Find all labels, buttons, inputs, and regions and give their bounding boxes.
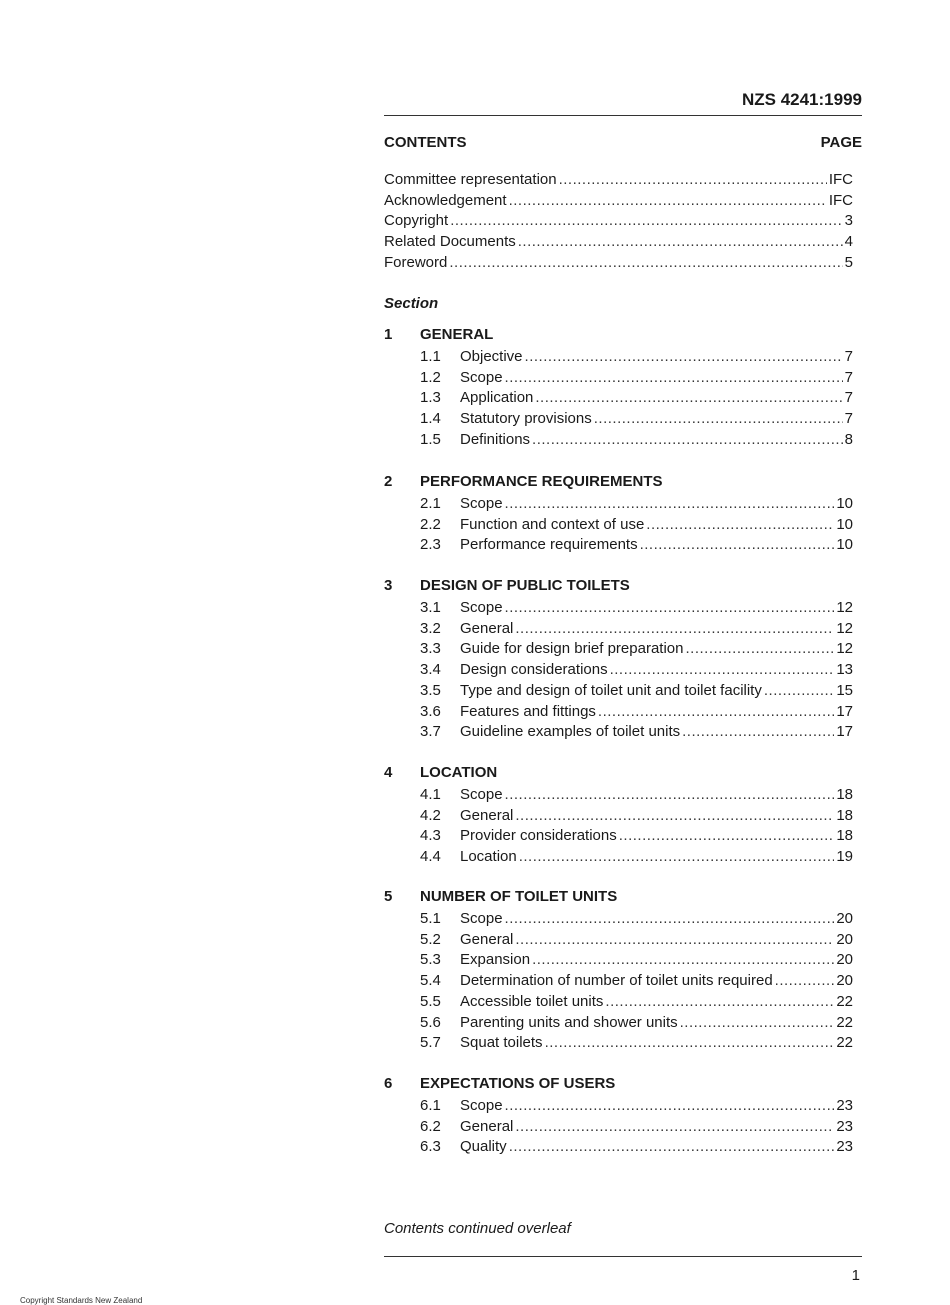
toc-entry-title: Scope <box>460 368 503 386</box>
dot-leader <box>619 826 835 846</box>
toc-entry <box>460 971 853 991</box>
toc-entry-title: General <box>460 619 514 637</box>
toc-entry <box>384 170 853 190</box>
toc-entry-page: 7 <box>844 410 853 428</box>
toc-entry <box>460 702 853 722</box>
toc-entry-page: 15 <box>836 681 853 699</box>
toc-entry-title: Type and design of toilet unit and toilet facility <box>460 681 762 699</box>
subsection-number: 3.6 <box>420 702 441 720</box>
dot-leader <box>532 950 834 970</box>
subsection-number: 3.1 <box>420 599 441 616</box>
toc-entry-page: 8 <box>844 430 853 448</box>
toc-entry-title: General <box>460 930 514 948</box>
dot-leader <box>509 1137 835 1157</box>
toc-entry-page: IFC <box>828 171 853 188</box>
toc-entry <box>384 191 853 211</box>
toc-entry-title: Statutory provisions <box>460 410 592 428</box>
contents-title: CONTENTS <box>384 134 467 151</box>
dot-leader <box>640 535 835 555</box>
toc-entry-title: Scope <box>460 786 503 803</box>
page-number: 1 <box>851 1267 860 1284</box>
dot-leader <box>598 702 834 722</box>
toc-entry-page: 19 <box>836 848 853 866</box>
toc-entry <box>460 847 853 867</box>
toc-entry-page: 18 <box>836 806 853 824</box>
subsection-number: 3.4 <box>420 661 441 679</box>
toc-entry-title: Guide for design brief preparation <box>460 640 684 658</box>
toc-entry-page: 10 <box>836 515 853 533</box>
toc-entry <box>460 722 853 742</box>
dot-leader <box>505 494 835 514</box>
toc-entry-page: 20 <box>836 930 853 948</box>
toc-entry <box>460 1096 853 1116</box>
subsection-number: 1.4 <box>420 410 441 428</box>
dot-leader <box>505 598 835 618</box>
toc-entry-page: 12 <box>836 599 853 616</box>
toc-entry-page: 22 <box>836 1013 853 1031</box>
dot-leader <box>505 368 843 388</box>
toc-entry <box>460 992 853 1012</box>
toc-entry <box>460 535 853 555</box>
toc-entry <box>460 826 853 846</box>
toc-entry-page: 22 <box>836 1034 853 1052</box>
dot-leader <box>532 430 843 450</box>
toc-entry-title: Scope <box>460 599 503 616</box>
section-number: 5 <box>384 888 393 905</box>
dot-leader <box>450 211 842 231</box>
toc-entry-page: 7 <box>844 348 853 365</box>
toc-entry-page: 22 <box>836 992 853 1010</box>
toc-entry-page: 13 <box>836 661 853 679</box>
dot-leader <box>535 388 842 408</box>
toc-entry-title: Location <box>460 848 517 866</box>
toc-entry-page: 7 <box>844 368 853 386</box>
dot-leader <box>605 992 834 1012</box>
subsection-number: 4.1 <box>420 786 441 803</box>
toc-entry <box>460 347 853 367</box>
toc-entry <box>384 253 853 273</box>
subsection-number: 3.7 <box>420 723 441 741</box>
subsection-number: 6.2 <box>420 1117 441 1135</box>
toc-entry-title: Performance requirements <box>460 536 638 554</box>
toc-entry-page: 20 <box>836 972 853 990</box>
toc-entry-title: Squat toilets <box>460 1034 543 1052</box>
toc-entry-page: 23 <box>836 1117 853 1135</box>
section-title: LOCATION <box>420 764 498 781</box>
subsection-number: 4.3 <box>420 827 441 845</box>
toc-entry-title: Function and context of use <box>460 515 645 533</box>
toc-entry-page: 20 <box>836 910 853 927</box>
contents-heading <box>384 134 862 151</box>
dot-leader <box>505 1096 835 1116</box>
subsection-number: 4.2 <box>420 806 441 824</box>
subsection-number: 1.1 <box>420 348 441 365</box>
section-title: PERFORMANCE REQUIREMENTS <box>420 473 663 490</box>
toc-entry <box>460 368 853 388</box>
dot-leader <box>646 515 834 535</box>
dot-leader <box>559 170 827 190</box>
toc-entry-page: 17 <box>836 723 853 741</box>
subsection-number: 3.5 <box>420 681 441 699</box>
toc-entry-title: Quality <box>460 1138 507 1156</box>
dot-leader <box>449 253 842 273</box>
subsection-number: 3.2 <box>420 619 441 637</box>
toc-entry-page: 5 <box>844 253 853 271</box>
toc-entry <box>460 660 853 680</box>
dot-leader <box>509 191 827 211</box>
contents-continued-note: Contents continued overleaf <box>384 1220 571 1237</box>
toc-entry-title: General <box>460 806 514 824</box>
toc-entry <box>460 639 853 659</box>
dot-leader <box>682 722 834 742</box>
toc-entry-title: Foreword <box>384 253 448 271</box>
dot-leader <box>685 639 834 659</box>
dot-leader <box>505 909 835 929</box>
toc-entry-title: Scope <box>460 1097 503 1114</box>
copyright-note: Copyright Standards New Zealand <box>20 1296 143 1305</box>
dot-leader <box>515 1117 834 1137</box>
toc-entry-page: 23 <box>836 1138 853 1156</box>
toc-entry <box>460 388 853 408</box>
subsection-number: 2.2 <box>420 515 441 533</box>
dot-leader <box>610 660 835 680</box>
subsection-number: 5.3 <box>420 951 441 969</box>
subsection-number: 1.5 <box>420 430 441 448</box>
toc-entry <box>460 909 853 929</box>
toc-entry <box>460 1137 853 1157</box>
section-title: GENERAL <box>420 326 494 343</box>
toc-entry-page: 23 <box>836 1097 853 1114</box>
section-title: EXPECTATIONS OF USERS <box>420 1075 616 1092</box>
subsection-number: 1.2 <box>420 368 441 386</box>
dot-leader <box>505 785 835 805</box>
toc-entry-title: Objective <box>460 348 523 365</box>
toc-entry-page: 20 <box>836 951 853 969</box>
toc-entry-page: 12 <box>836 619 853 637</box>
toc-entry-title: General <box>460 1117 514 1135</box>
dot-leader <box>680 1013 835 1033</box>
section-number: 6 <box>384 1075 393 1092</box>
dot-leader <box>545 1033 835 1053</box>
toc-entry-page: 7 <box>844 389 853 407</box>
toc-entry-title: Design considerations <box>460 661 608 679</box>
toc-entry <box>460 785 853 805</box>
toc-entry <box>460 430 853 450</box>
section-title: NUMBER OF TOILET UNITS <box>420 888 618 905</box>
page-column-label: PAGE <box>820 134 862 151</box>
toc-entry-page: IFC <box>828 191 853 209</box>
dot-leader <box>764 681 834 701</box>
section-number: 1 <box>384 326 393 343</box>
toc-entry <box>460 1013 853 1033</box>
toc-entry <box>460 1033 853 1053</box>
toc-entry-title: Accessible toilet units <box>460 992 604 1010</box>
dot-leader <box>594 409 843 429</box>
toc-entry <box>460 806 853 826</box>
toc-entry-title: Expansion <box>460 951 531 969</box>
subsection-number: 5.4 <box>420 972 441 990</box>
dot-leader <box>515 930 834 950</box>
toc-entry-page: 12 <box>836 640 853 658</box>
section-number: 2 <box>384 473 393 490</box>
subsection-number: 6.1 <box>420 1097 441 1114</box>
toc-entry <box>460 681 853 701</box>
dot-leader <box>775 971 835 991</box>
toc-entry <box>384 232 853 252</box>
section-number: 4 <box>384 764 393 781</box>
toc-entry-title: Related Documents <box>384 233 516 251</box>
toc-entry <box>460 950 853 970</box>
toc-entry-title: Committee representation <box>384 171 557 188</box>
section-number: 3 <box>384 577 393 594</box>
footer-rule <box>384 1256 862 1257</box>
subsection-number: 6.3 <box>420 1138 441 1156</box>
toc-entry-page: 10 <box>836 536 853 554</box>
toc-entry-title: Scope <box>460 495 503 512</box>
toc-entry <box>384 211 853 231</box>
toc-entry <box>460 619 853 639</box>
standard-code: NZS 4241:1999 <box>741 90 862 109</box>
section-title: DESIGN OF PUBLIC TOILETS <box>420 577 630 594</box>
subsection-number: 2.3 <box>420 536 441 554</box>
toc-entry <box>460 930 853 950</box>
toc-entry-page: 18 <box>836 786 853 803</box>
subsection-number: 5.5 <box>420 992 441 1010</box>
section-label: Section <box>384 295 439 312</box>
toc-entry-title: Application <box>460 389 534 407</box>
toc-entry-title: Determination of number of toilet units required <box>460 972 773 990</box>
subsection-number: 5.6 <box>420 1013 441 1031</box>
dot-leader <box>515 806 834 826</box>
toc-entry-title: Parenting units and shower units <box>460 1013 678 1031</box>
toc-entry-page: 4 <box>844 233 853 251</box>
toc-entry-title: Features and fittings <box>460 702 596 720</box>
subsection-number: 2.1 <box>420 495 441 512</box>
toc-entry-page: 17 <box>836 702 853 720</box>
subsection-number: 1.3 <box>420 389 441 407</box>
dot-leader <box>519 847 835 867</box>
toc-entry-page: 3 <box>844 212 853 230</box>
toc-entry <box>460 409 853 429</box>
toc-entry <box>460 1117 853 1137</box>
dot-leader <box>525 347 843 367</box>
toc-entry <box>460 515 853 535</box>
toc-entry-title: Provider considerations <box>460 827 617 845</box>
toc-entry <box>460 494 853 514</box>
toc-entry-title: Definitions <box>460 430 531 448</box>
subsection-number: 5.7 <box>420 1034 441 1052</box>
toc-entry-page: 10 <box>836 495 853 512</box>
subsection-number: 4.4 <box>420 848 441 866</box>
header-rule <box>384 115 862 116</box>
subsection-number: 5.2 <box>420 930 441 948</box>
subsection-number: 3.3 <box>420 640 441 658</box>
toc-entry <box>460 598 853 618</box>
toc-entry-page: 18 <box>836 827 853 845</box>
toc-entry-title: Scope <box>460 910 503 927</box>
toc-entry-title: Guideline examples of toilet units <box>460 723 681 741</box>
subsection-number: 5.1 <box>420 910 441 927</box>
dot-leader <box>518 232 843 252</box>
dot-leader <box>515 619 834 639</box>
toc-entry-title: Acknowledgement <box>384 191 507 209</box>
toc-entry-title: Copyright <box>384 212 449 230</box>
